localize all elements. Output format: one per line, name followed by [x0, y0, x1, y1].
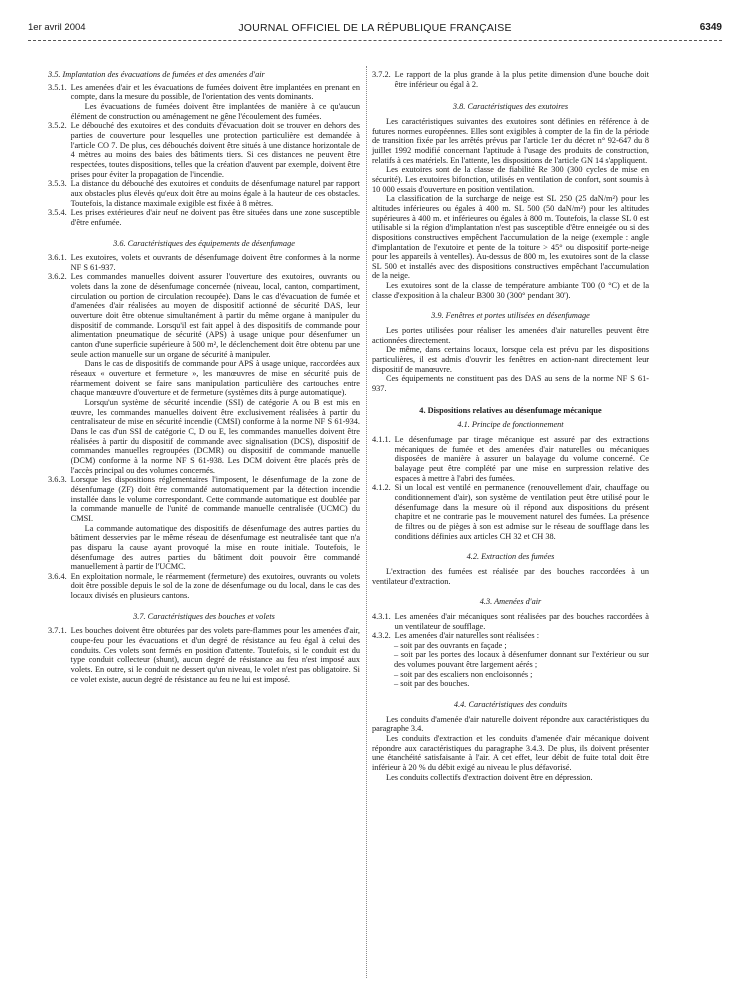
- paragraph: Les évacuations de fumées doivent être implantées de manière à ce qu'aucun élément de construction ou aménagement ne gêne l'écoulement des fumées.: [70, 101, 360, 121]
- section-heading-4-2: 4.2. Extraction des fumées: [466, 552, 555, 562]
- paragraph: Les conduits d'amenée d'air naturelle doivent répondre aux caractéristiques du paragraphe 3.4.: [372, 714, 649, 734]
- paragraph: Les amenées d'air et les évacuations de fumées doivent être implantées en prenant en compte, dans la mesure du possible, de l'orientation des vents dominants.: [70, 82, 360, 102]
- article-4-1-1: [372, 435, 649, 483]
- article-3-5-4: [48, 208, 360, 227]
- section-heading-3-5: 3.5. Implantation des évacuations de fumées et des amenées d'air: [48, 70, 265, 79]
- article-number: 4.1.1.: [372, 435, 391, 444]
- article-number: 3.6.4.: [48, 571, 67, 581]
- list-item: – soit par des ouvrants en façade ;: [394, 640, 507, 650]
- paragraph: Les conduits collectifs d'extraction doivent être en dépression.: [386, 772, 593, 782]
- article-4-3-2: [372, 631, 649, 641]
- journal-title: JOURNAL OFFICIEL DE LA RÉPUBLIQUE FRANÇAISE: [238, 22, 512, 34]
- paragraph: La classification de la surcharge de neige est SL 250 (25 daN/m²) pour les altitudes inférieures ou égales à 400 m. SL 500 (50 daN/m²) pour les altitudes supérieures à 400 m. et inférieures ou égales à 800 m. Toutefois, la classe SL 0 est utilisable si la région d'implantation n'est pas susceptible d'être enneigée ou si des dispositions constructives empêchent l'accumulation de la neige (exemple : angle d'implantation de l'exutoire et pente de la toiture > 45° ou dispositif porte-neige pour les appareils à ventelles). Au-dessus de 800 m, les exutoires sont de la classe SL 500 et installés avec des dispositions constructives empêchant l'accumulation de la neige.: [372, 194, 649, 281]
- page-header: [28, 22, 722, 36]
- list-item: – soit par les portes des locaux à désenfumer donnant sur l'extérieur ou sur des volumes pouvant être largement aérés ;: [394, 650, 649, 670]
- article-number: 3.5.1.: [48, 82, 67, 92]
- article-number: 3.5.3.: [48, 179, 67, 189]
- paragraph: La commande automatique des dispositifs de désenfumage des autres parties du bâtiment desservies par le même réseau de désenfumage est neutralisée tant que n'a pas disparu la cause ayant provoqué la mise en route initiale. Toutefois, le désenfumage des autres parties du bâtiment doit pouvoir être commandé manuellement à partir de l'UCMC.: [70, 523, 360, 572]
- issue-date: 1er avril 2004: [28, 22, 86, 33]
- article-number: 3.7.2.: [372, 70, 391, 79]
- article-number: 3.5.4.: [48, 208, 67, 218]
- paragraph: Les exutoires sont de la classe de fiabilité Re 300 (300 cycles de mise en sécurité). Les exutoires bifonction, utilisés en ventilation de confort, sont soumis à 10 000 essais d'ouverture en position ventilation.: [372, 165, 649, 194]
- section-heading-3-6: 3.6. Caractéristiques des équipements de désenfumage: [113, 238, 295, 248]
- paragraph: Les caractéristiques suivantes des exutoires sont définies en référence à de futures normes européennes. Elles sont exigibles à compter de la fin de la période de transition fixée par les arrêtés prévus par l'article 1er du décret n° 92-647 du 8 juillet 1992 modifié concernant l'aptitude à l'usage des produits de construction, relatifs à ces matériels. En l'attente, les dispositions de l'article GN 14 s'appliquent.: [372, 116, 649, 165]
- section-heading-4-4: 4.4. Caractéristiques des conduits: [453, 700, 568, 710]
- paragraph: Les commandes manuelles doivent assurer l'ouverture des exutoires, ouvrants ou volets dans la zone de désenfumage concernée (niveau, local, canton, compartiment, circulation ou portion de circulation recoupée). Dans le cas d'évacuation de fumée et d'amenées d'air réalisées au moyen de dispositif actionné de sécurité DAS, leur ouverture doit être obtenue simultanément à partir du même organe à manipuler du dispositif de commande. Lorsqu'il est fait appel à des dispositifs de commande pour alimentation pneumatique de sécurité (APS) à usage unique pour désenfumer un canton d'une superficie supérieure à 500 m², le déclenchement doit être obtenu par une seule action manuelle sur un organe de sécurité à manipuler.: [70, 272, 360, 359]
- paragraph: Les portes utilisées pour réaliser les amenées d'air naturelles peuvent être actionnées directement.: [372, 326, 649, 345]
- article-3-6-2: [48, 272, 360, 475]
- page-number: 6349: [699, 22, 722, 33]
- header-rule: [28, 40, 722, 41]
- paragraph: En exploitation normale, le réarmement (fermeture) des exutoires, ouvrants ou volets doit être possible depuis le sol de la zone de désenfumage ou du local, dans le cas des locaux divisés en plusieurs cantons.: [70, 571, 360, 601]
- article-3-6-4: [48, 572, 360, 601]
- paragraph: Les exutoires sont de la classe de température ambiante T00 (0 °C) et de la classe d'exposition à la chaleur B300 30 (300° pendant 30').: [372, 281, 649, 300]
- section-heading-3-9: 3.9. Fenêtres et portes utilisées en désenfumage: [431, 311, 590, 321]
- article-3-5-3: [48, 179, 360, 208]
- article-3-6-1: [48, 253, 360, 272]
- paragraph: La distance du débouché des exutoires et conduits de désenfumage naturel par rapport aux obstacles plus élevés qu'eux doit être au moins égale à la hauteur de ces obstacles. Toutefois, la distance maximale exigible est fixée à 8 mètres.: [70, 179, 360, 208]
- article-number: 3.6.1.: [48, 253, 67, 263]
- article-3-5-2: [48, 121, 360, 179]
- section-heading-4-1: 4.1. Principe de fonctionnement: [457, 420, 564, 430]
- paragraph: Les amenées d'air naturelles sont réalisées :: [394, 631, 540, 641]
- paragraph: De même, dans certains locaux, lorsque cela est prévu par les dispositions particulières, il est admis d'ouvrir les fenêtres en action-nant directement leur dispositif de manœuvre.: [372, 345, 649, 374]
- article-number: 3.7.1.: [48, 626, 67, 636]
- section-heading-4-3: 4.3. Amenées d'air: [479, 597, 542, 607]
- paragraph: Le rapport de la plus grande à la plus petite dimension d'une bouche doit être inférieur ou égal à 2.: [394, 70, 649, 89]
- paragraph: Les bouches doivent être obturées par des volets pare-flammes pour les amenées d'air, coupe-feu pour les évacuations et d'un degré de résistance au feu égal à celui des conduits. Ces volets sont fermés en position d'attente. Toutefois, si le conduit est du type conduit collecteur (shunt), aucun degré de résistance au feu n'est imposé aux volets. En outre, si le conduit ne dessert qu'un niveau, le volet n'est pas obligatoire. Si ce volet existe, aucun degré de résistance au feu ne lui est imposé.: [70, 626, 360, 684]
- column-divider: [366, 66, 367, 978]
- section-heading-3-7: 3.7. Caractéristiques des bouches et volets: [133, 611, 275, 621]
- paragraph: Ces équipements ne constituent pas des DAS au sens de la norme NF S 61-937.: [372, 374, 649, 394]
- left-column: [48, 70, 360, 684]
- chapter-heading-4: 4. Dispositions relatives au désenfumage mécanique: [419, 405, 602, 415]
- paragraph: Le débouché des exutoires et des conduits d'évacuation doit se trouver en dehors des parties de couverture pour lesquelles une protection particulière est demandée à l'article CO 7. De plus, ces débouchés doivent être situés à une distance horizontale de 4 mètres au moins des baies des bâtiments tiers. Si ces distances ne peuvent être respectées, toutes dispositions, telles que la création d'auvent par exemple, doivent être prises pour éviter la propagation de l'incendie.: [70, 121, 360, 179]
- article-number: 4.3.2.: [372, 631, 391, 641]
- right-column: [372, 70, 649, 782]
- section-heading-3-8: 3.8. Caractéristiques des exutoires: [452, 102, 569, 112]
- paragraph: L'extraction des fumées est réalisée par des bouches raccordées à un ventilateur d'extraction.: [372, 566, 649, 586]
- article-number: 3.6.2.: [48, 272, 67, 282]
- article-number: 3.6.3.: [48, 475, 67, 485]
- article-3-7-2: [372, 70, 649, 89]
- article-number: 3.5.2.: [48, 121, 67, 131]
- article-3-5-1: [48, 83, 360, 122]
- paragraph: Lorsqu'un système de sécurité incendie (SSI) de catégorie A ou B est mis en œuvre, les commandes manuelles doivent être exclusivement réalisées à partir du centralisateur de mise en sécurité incendie (CMSI) conforme à la norme NF S 61-934. Dans le cas d'un SSI de catégorie C, D ou E, les commandes manuelles doivent être réalisées à partir du dispositif de commande avec signalisation (DCS), dispositif de commandes manuelles regroupées (DCMR) ou dispositif de commande manuelle (DCM) conforme à la norme NF S 61-938. Les DCM doivent être placés près de l'accès principal ou des volumes concernés.: [70, 398, 360, 475]
- article-3-7-1: [48, 626, 360, 684]
- article-3-6-3: [48, 475, 360, 572]
- article-number: 4.1.2.: [372, 483, 391, 493]
- paragraph: Le désenfumage par tirage mécanique est assuré par des extractions mécaniques de fumée et des amenées d'air naturelles ou mécaniques disposées de manière à assurer un balayage du volume concerné. Ce balayage peut être complété par une mise en surpression relative des espaces à mettre à l'abri des fumées.: [394, 435, 649, 483]
- paragraph: Si un local est ventilé en permanence (renouvellement d'air, chauffage ou conditionnement d'air), son système de ventilation peut être utilisé pour le désenfumage dans la mesure où il répond aux dispositions du présent chapitre et ne contrarie pas le mouvement naturel des fumées. La présence de filtres ou de pièges à son est admise sur le réseau de soufflage dans les conditions définies aux articles CH 32 et CH 38.: [394, 483, 649, 541]
- paragraph: Les conduits d'extraction et les conduits d'amenée d'air mécanique doivent répondre aux caractéristiques du paragraphe 3.4.3. De plus, ils doivent présenter une étanchéité satisfaisante à l'air. A cet effet, leur débit de fuite total doit être inférieur à 20 % du débit exigé au niveau le plus défavorisé.: [372, 734, 649, 773]
- article-4-1-2: [372, 483, 649, 541]
- article-4-3-1: [372, 612, 649, 631]
- paragraph: Les amenées d'air mécaniques sont réalisées par des bouches raccordées à un ventilateur de soufflage.: [394, 611, 649, 631]
- paragraph: Dans le cas de dispositifs de commande pour APS à usage unique, raccordées aux réseaux « ouverture et fermeture », les manœuvres de mise en sécurité puis de réarmement doivent se faire sans manipulation particulière des cartouches entre chaque manœuvre d'ouverture et de fermeture (systèmes dits à purge automatique).: [70, 359, 360, 398]
- list-item: – soit par des bouches.: [394, 679, 470, 689]
- paragraph: Les prises extérieures d'air neuf ne doivent pas être situées dans une zone susceptible d'être enfumée.: [70, 208, 360, 227]
- article-number: 4.3.1.: [372, 611, 391, 621]
- paragraph: Les exutoires, volets et ouvrants de désenfumage doivent être conformes à la norme NF S 61-937.: [70, 253, 360, 272]
- list-item: – soit par des escaliers non encloisonnés ;: [394, 669, 533, 679]
- paragraph: Lorsque les dispositions réglementaires l'imposent, le désenfumage de la zone de désenfumage (ZF) doit être commandé automatiquement par la détection incendie installée dans le volume correspondant. Cette commande automatique est doublée par la commande manuelle de l'unité de commande manuelle centralisée (UCMC) du CMSI.: [70, 475, 360, 523]
